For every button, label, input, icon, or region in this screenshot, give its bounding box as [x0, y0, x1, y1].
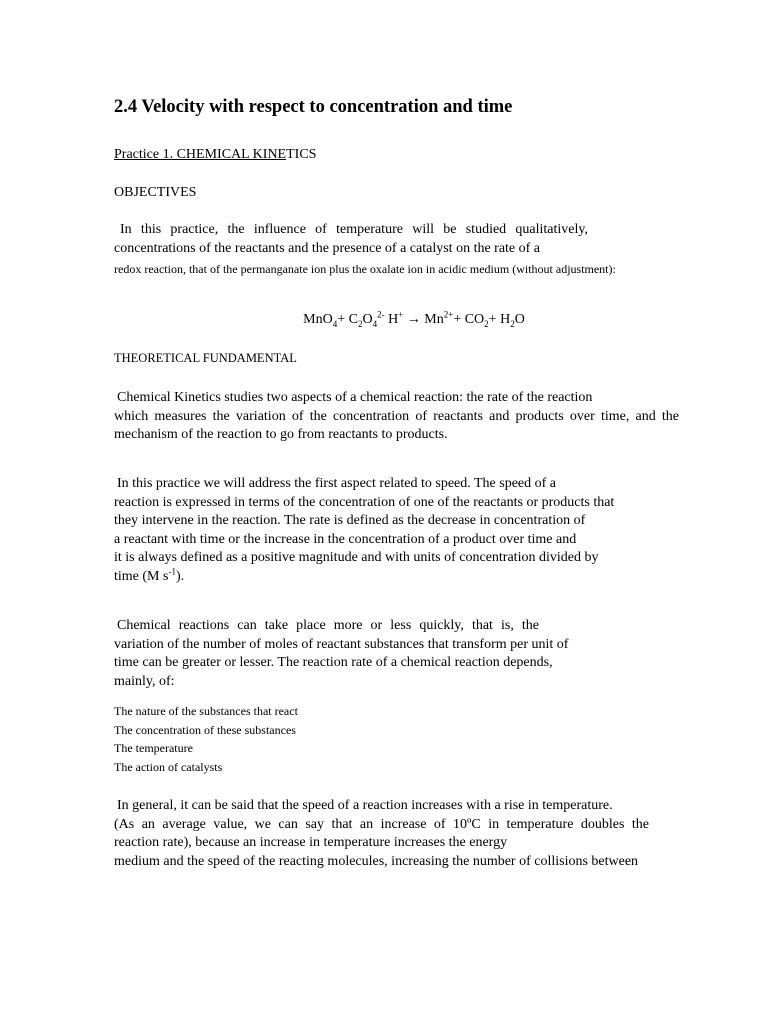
- paragraph-4: [114, 797, 649, 871]
- list-item: The concentration of these substances: [114, 722, 296, 737]
- para2-line-5: it is always defined as a positive magnitude and with units of concentration divided by: [114, 550, 599, 565]
- eq-mno4: MnO: [303, 312, 333, 327]
- paragraph-3: [114, 617, 569, 691]
- objectives-line-3: redox reaction, that of the permanganate ion plus the oxalate ion in acidic medium (without adjustment):: [114, 262, 616, 276]
- eq-c: + C: [337, 312, 358, 327]
- para3-line-2: variation of the number of moles of reactant substances that transform per unit of: [114, 636, 569, 652]
- para2-last-end: ).: [175, 568, 185, 584]
- eq-h: H: [384, 312, 399, 327]
- para1-line-1: Chemical Kinetics studies two aspects of a chemical reaction: the rate of the reaction: [117, 390, 593, 405]
- para4-line-2: (As an average value, we can say that an increase of 10ºC in temperature doubles the: [114, 816, 649, 832]
- eq-o-sup: 2-: [377, 309, 385, 320]
- para2-line-2: reaction is expressed in terms of the concentration of one of the reactants or products that: [114, 494, 615, 510]
- eq-co-sub: 2: [484, 318, 489, 329]
- para2-last-text: time (M s: [114, 568, 169, 584]
- para1-line-2: which measures the variation of the concentration of reactants and products over time, and the: [114, 408, 679, 424]
- para2-line-1: In this practice we will address the first aspect related to speed. The speed of a: [117, 476, 557, 491]
- para3-line-3: time can be greater or lesser. The reaction rate of a chemical reaction depends,: [114, 655, 553, 670]
- eq-arrow-mn: → Mn: [403, 312, 444, 327]
- para2-last-sup: -1: [168, 565, 176, 576]
- rate-factors-list: [114, 702, 298, 777]
- eq-h-sup: +: [398, 309, 404, 320]
- para2-line-6: [114, 565, 679, 587]
- eq-h2: + H: [488, 312, 511, 327]
- para1-line-3: mechanism of the reaction to go from reactants to products.: [114, 427, 448, 442]
- list-item: The nature of the substances that react: [114, 704, 298, 718]
- objectives-heading: OBJECTIVES: [114, 185, 197, 200]
- eq-c-sub: 2: [357, 318, 363, 329]
- practice-heading-underlined: Practice 1. CHEMICAL KINE: [114, 147, 287, 162]
- paragraph-1: [114, 389, 679, 445]
- list-item: The action of catalysts: [114, 760, 223, 775]
- list-item: The temperature: [114, 741, 193, 756]
- eq-mn-sup: 2+: [443, 309, 454, 320]
- eq-o-end: O: [514, 312, 525, 327]
- eq-o-sub: 4: [372, 318, 378, 329]
- para4-line-1: In general, it can be said that the speed of a reaction increases with a rise in temperature.: [117, 798, 613, 813]
- para4-line-3: reaction rate), because an increase in temperature increases the energy: [114, 835, 508, 850]
- objectives-line-1: In this practice, the influence of temperature will be studied qualitatively,: [120, 222, 588, 237]
- practice-heading: [114, 146, 316, 164]
- eq-h2-sub: 2: [510, 318, 515, 329]
- redox-equation: [0, 311, 768, 329]
- paragraph-2: [114, 475, 679, 586]
- eq-co: + CO: [453, 312, 485, 327]
- para4-line-4: medium and the speed of the reacting molecules, increasing the number of collisions between: [114, 853, 639, 869]
- practice-heading-rest: TICS: [286, 147, 317, 162]
- para2-line-3: they intervene in the reaction. The rate is defined as the decrease in concentration of: [114, 513, 586, 528]
- para3-line-1: Chemical reactions can take place more or less quickly, that is, the: [117, 618, 539, 633]
- objectives-paragraph: [114, 221, 588, 258]
- eq-o: O: [362, 312, 373, 327]
- section-title: 2.4 Velocity with respect to concentration and time: [114, 97, 513, 117]
- objectives-line-3-wrap: [114, 261, 616, 277]
- para2-line-4: a reactant with time or the increase in the concentration of a product over time and: [114, 531, 577, 547]
- eq-mno4-sub: 4: [332, 318, 338, 329]
- theoretical-heading: THEORETICAL FUNDAMENTAL: [114, 351, 297, 365]
- objectives-line-2: concentrations of the reactants and the presence of a catalyst on the rate of a: [114, 240, 541, 256]
- para3-line-4: mainly, of:: [114, 673, 175, 689]
